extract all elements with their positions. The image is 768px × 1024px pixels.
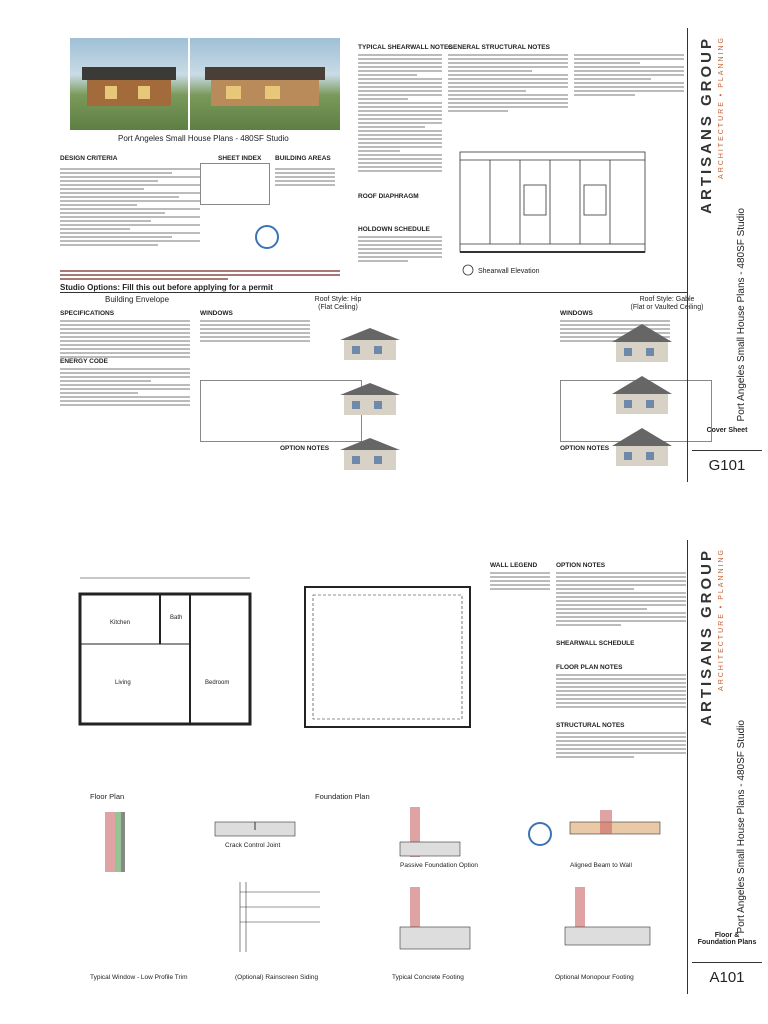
title-block-2 bbox=[687, 540, 768, 994]
roof-style-gable-label: Roof Style: Gable (Flat or Vaulted Ceiling) bbox=[630, 296, 704, 311]
studio-options-heading: Studio Options: Fill this out before applying for a permit bbox=[60, 283, 273, 292]
floor-plan-title: Floor Plan bbox=[90, 792, 125, 801]
floor-plan-drawing bbox=[70, 574, 270, 744]
passive-foundation-title: Passive Foundation Option bbox=[400, 862, 479, 869]
window-wall-detail bbox=[90, 802, 210, 902]
option-notes-heading-gable: OPTION NOTES bbox=[560, 445, 610, 452]
project-title-vertical-2: Port Angeles Small House Plans - 480SF Studio bbox=[736, 720, 747, 934]
aligned-beam-title: Aligned Beam to Wall bbox=[570, 862, 632, 869]
aligned-beam-detail bbox=[560, 802, 670, 862]
brand-name: ARTISANS GROUP bbox=[698, 36, 715, 214]
project-main-title: Port Angeles Small House Plans - 480SF Studio bbox=[118, 134, 289, 143]
specifications-heading: SPECIFICATIONS bbox=[60, 310, 115, 317]
floor-plan-notes-heading: FLOOR PLAN NOTES bbox=[556, 664, 623, 671]
rendering-photo-right bbox=[190, 38, 340, 130]
hip-roof-renderings bbox=[330, 320, 410, 480]
windows-text-hip bbox=[200, 318, 310, 344]
building-areas-heading: BUILDING AREAS bbox=[275, 155, 331, 162]
option-notes-text bbox=[556, 570, 686, 628]
brand-name-2: ARTISANS GROUP bbox=[698, 548, 715, 726]
windows-heading-gable: WINDOWS bbox=[560, 310, 593, 317]
design-criteria-heading: DESIGN CRITERIA bbox=[60, 155, 118, 162]
foundation-plan-title: Foundation Plan bbox=[315, 792, 370, 801]
option-notes-heading: OPTION NOTES bbox=[556, 562, 606, 569]
crack-control-title: Crack Control Joint bbox=[225, 842, 281, 849]
wall-legend-heading: WALL LEGEND bbox=[490, 562, 538, 569]
shearwall-elevation-title: Shearwall Elevation bbox=[478, 268, 540, 275]
structural-notes-text bbox=[556, 730, 686, 760]
disclaimer-text bbox=[60, 268, 340, 282]
monopour-title: Optional Monopour Footing bbox=[555, 974, 634, 981]
general-notes-text bbox=[448, 52, 568, 114]
project-title-vertical: Port Angeles Small House Plans - 480SF Studio bbox=[736, 208, 747, 422]
sheet-index-heading: SHEET INDEX bbox=[218, 155, 262, 162]
concrete-footing-title: Typical Concrete Footing bbox=[392, 974, 464, 981]
energy-code-heading: ENERGY CODE bbox=[60, 358, 108, 365]
windows-heading-hip: WINDOWS bbox=[200, 310, 233, 317]
rendering-photo-left bbox=[70, 38, 188, 130]
gable-roof-renderings bbox=[602, 320, 682, 480]
holdown-heading: HOLDOWN SCHEDULE bbox=[358, 226, 430, 233]
sheet-number: G101 bbox=[692, 450, 762, 474]
structural-notes-heading: STRUCTURAL NOTES bbox=[556, 722, 625, 729]
typical-window-title: Typical Window - Low Profile Trim bbox=[90, 974, 188, 981]
room-bath: Bath bbox=[170, 615, 183, 621]
room-living: Living bbox=[115, 680, 131, 686]
shearwall-schedule-heading: SHEARWALL SCHEDULE bbox=[556, 640, 635, 647]
energy-code-text bbox=[60, 366, 190, 408]
foundation-plan-drawing bbox=[295, 577, 485, 742]
sheet-index-table bbox=[200, 163, 270, 205]
sheet-number-2: A101 bbox=[692, 962, 762, 986]
passive-foundation-detail bbox=[390, 802, 480, 862]
certification-seal-icon-2 bbox=[528, 822, 552, 846]
certification-seal-icon bbox=[255, 225, 279, 249]
sheet-name: Cover Sheet bbox=[706, 427, 748, 434]
shearwall-notes-text bbox=[358, 52, 442, 174]
option-notes-heading-hip: OPTION NOTES bbox=[280, 445, 330, 452]
monopour-footing-detail bbox=[555, 882, 665, 962]
rainscreen-title: (Optional) Rainscreen Siding bbox=[235, 974, 319, 981]
general-notes-heading: GENERAL STRUCTURAL NOTES bbox=[448, 44, 550, 51]
concrete-footing-detail bbox=[390, 882, 500, 962]
options-divider bbox=[60, 292, 688, 293]
shearwall-elevation-drawing bbox=[440, 140, 685, 280]
specifications-text bbox=[60, 318, 190, 360]
holdown-text bbox=[358, 234, 442, 264]
wall-legend-text bbox=[490, 570, 550, 592]
floor-foundation-sheet bbox=[0, 512, 768, 1024]
roof-style-hip-label: Roof Style: Hip (Flat Ceiling) bbox=[314, 296, 362, 311]
design-criteria-text bbox=[60, 166, 200, 248]
building-envelope-heading: Building Envelope bbox=[105, 295, 170, 304]
sheet-name-2: Floor & Foundation Plans bbox=[697, 932, 757, 946]
brand-tagline-2: ARCHITECTURE • PLANNING bbox=[718, 548, 725, 691]
room-kitchen: Kitchen bbox=[110, 620, 131, 626]
general-notes-text-2 bbox=[574, 52, 684, 98]
rainscreen-detail bbox=[220, 872, 350, 962]
floor-plan-notes-text bbox=[556, 672, 686, 710]
roof-diaphragm-heading: ROOF DIAPHRAGM bbox=[358, 193, 419, 200]
room-bedroom: Bedroom bbox=[205, 680, 230, 686]
shearwall-notes-heading: TYPICAL SHEARWALL NOTES bbox=[358, 44, 453, 51]
building-areas-text bbox=[275, 166, 335, 188]
title-block bbox=[687, 28, 768, 482]
brand-tagline: ARCHITECTURE • PLANNING bbox=[718, 36, 725, 179]
